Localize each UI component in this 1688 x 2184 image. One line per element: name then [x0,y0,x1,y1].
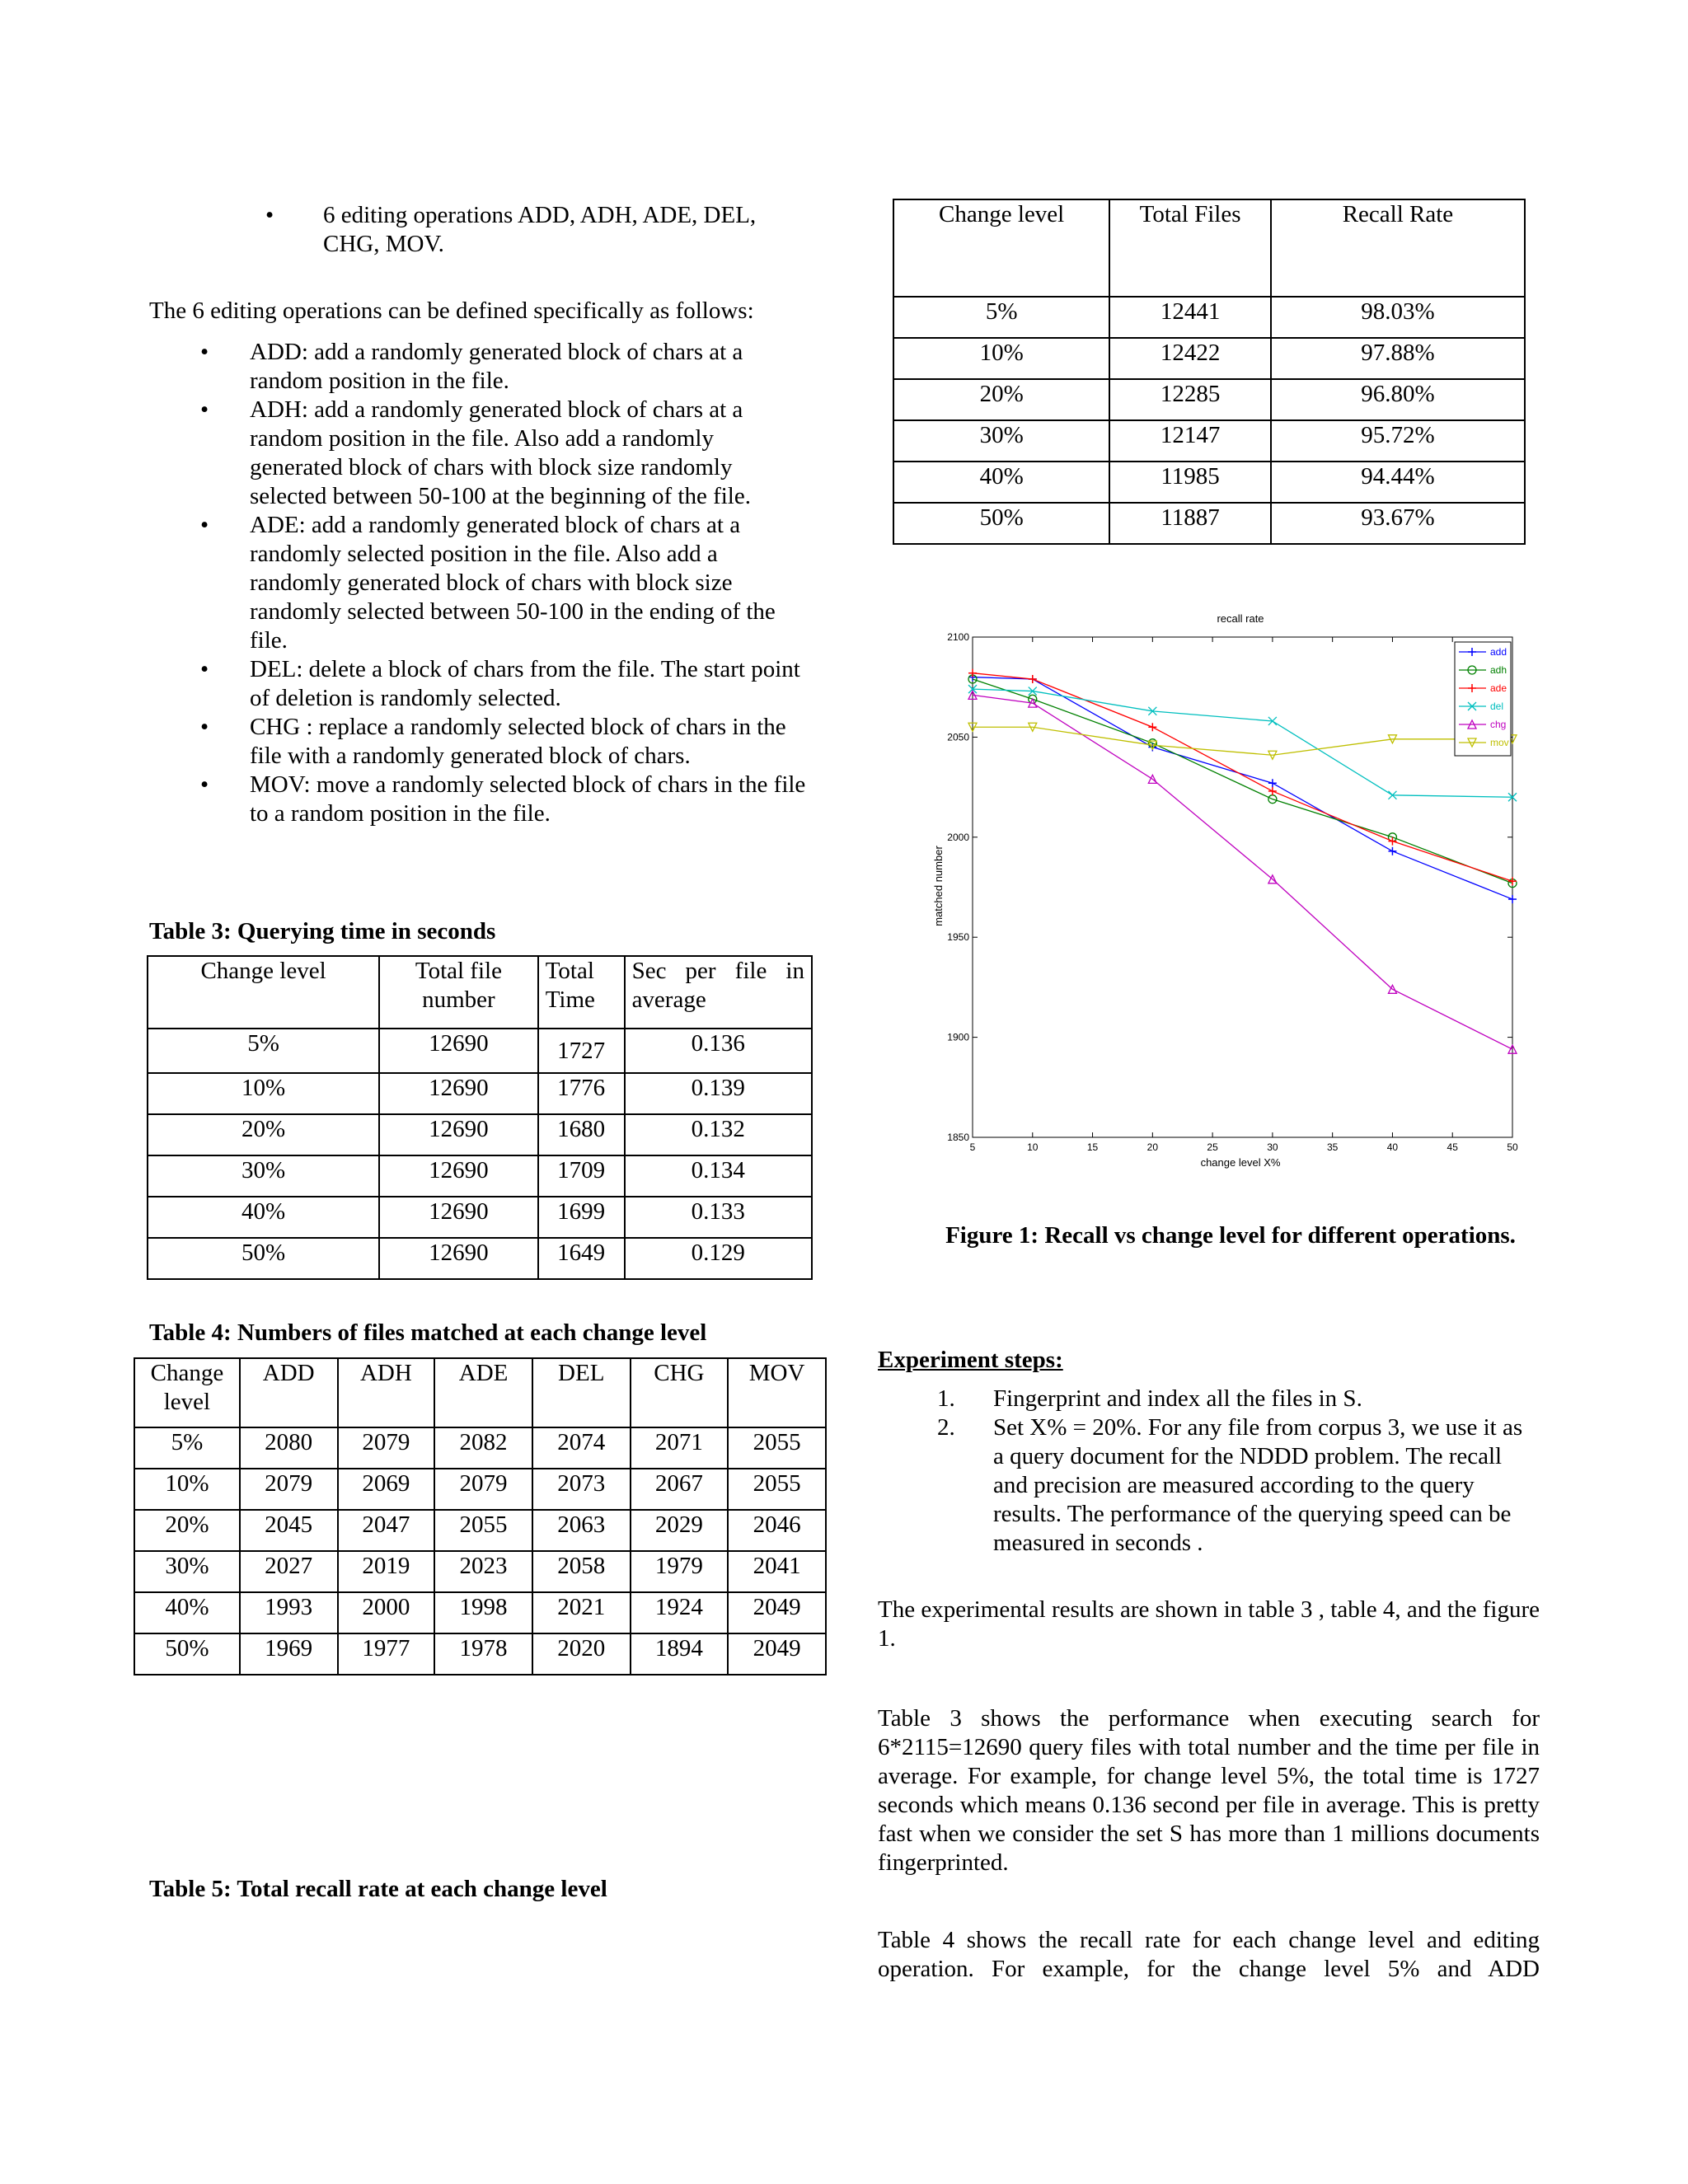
step-number: 1. [937,1385,955,1412]
table-cell: 2055 [728,1427,826,1469]
table-cell: 12441 [1109,297,1271,338]
table-cell: 93.67% [1271,503,1525,544]
table-cell: 0.136 [625,1029,812,1073]
op-ade: • ADE: add a randomly generated block of chars at a randomly selected position in the file. Also add a randomly generated block of chars with block size randomly selected between 50-100 in the ending of the file. [200,511,808,655]
table-row [148,1073,812,1114]
table-cell: 40% [893,462,1109,503]
table4-header-cell: ADE [434,1358,532,1427]
table-row [134,1633,826,1675]
table-row [134,1551,826,1592]
table-cell: 2082 [434,1427,532,1469]
para-results: The experimental results are shown in table 3 , table 4, and the figure 1. [878,1596,1540,1652]
legend-label: adh [1490,664,1507,676]
table-cell: 10% [148,1073,379,1114]
table-cell: 1894 [631,1633,729,1675]
table-cell: 2055 [434,1510,532,1551]
table-cell: 94.44% [1271,462,1525,503]
table-cell: 2041 [728,1551,826,1592]
table-cell: 0.139 [625,1073,812,1114]
step-text: Set X% = 20%. For any file from corpus 3, we use it as a query document for the NDDD problem. The recall and precision are measured according to the query results. The performance of the querying speed can be measured in seconds . [993,1414,1523,1556]
top-bullet-text: 6 editing operations ADD, ADH, ADE, DEL, CHG, MOV. [323,202,757,257]
table-row [893,379,1525,420]
table-cell: 11887 [1109,503,1271,544]
x-tick-label: 50 [1507,1141,1518,1153]
table4-header-cell: CHG [631,1358,729,1427]
top-bullet-item [262,201,790,259]
x-tick-label: 30 [1267,1141,1278,1153]
table3-header-cell: Total Time [538,956,625,1029]
para-table4 [878,1926,1540,1984]
table-cell: 2049 [728,1633,826,1675]
figure-caption: Figure 1: Recall vs change level for different operations. [945,1222,1516,1249]
table-row [893,338,1525,379]
table-cell: 2079 [338,1427,435,1469]
recall-chart [927,606,1537,1174]
table-row [893,462,1525,503]
table-row [148,1029,812,1073]
table-cell: 2079 [240,1469,338,1510]
step-text: Fingerprint and index all the files in S. [993,1385,1362,1412]
table-cell: 5% [148,1029,379,1073]
table-cell: 30% [134,1551,240,1592]
table-cell: 11985 [1109,462,1271,503]
op-adh: • ADH: add a randomly generated block of chars at a random position in the file. Also add a randomly generated block of chars with block size randomly selected between 50-100 at the beginning of the file. [200,396,808,511]
op-mov: • MOV: move a randomly selected block of chars in the file to a random position in the file. [200,771,808,828]
table-cell: 2055 [728,1469,826,1510]
x-tick-label: 35 [1326,1141,1339,1153]
table-cell: 12285 [1109,379,1271,420]
table-cell: 1924 [631,1592,729,1633]
table-cell: 30% [893,420,1109,462]
table-cell: 2069 [338,1469,435,1510]
recall-header-cell: Recall Rate [1271,199,1525,297]
para-table4-line: Table 4 shows the recall rate for each change level and editing [878,1927,1540,1953]
table-cell: 1727 [538,1029,625,1073]
legend-label: add [1490,646,1507,658]
table4-header-cell: Change level [134,1358,240,1427]
legend-label: ade [1490,682,1507,694]
table-cell: 12690 [379,1114,538,1155]
table-cell: 2027 [240,1551,338,1592]
y-tick-label: 1850 [947,1132,969,1143]
table4-header-cell: MOV [728,1358,826,1427]
y-tick-label: 1950 [947,931,969,944]
table4-header-cell: ADD [240,1358,338,1427]
table-cell: 0.132 [625,1114,812,1155]
table3 [147,955,813,1280]
table-cell: 1998 [434,1592,532,1633]
steps-list [878,1385,1537,1558]
table-cell: 2073 [532,1469,631,1510]
x-tick-label: 45 [1447,1141,1458,1153]
table-row [148,1238,812,1279]
ops-list [200,338,808,828]
x-tick-label: 15 [1086,1141,1099,1153]
table-cell: 20% [893,379,1109,420]
para-table3: Table 3 shows the performance when executing search for 6*2115=12690 query files with total number and the time per file in average. For example, for change level 5%, the total time is 1727 seconds which means 0.136 second per file in average. This is pretty fast when we consider the set S has more than 1 millions documents fingerprinted. [878,1705,1540,1876]
table-cell: 0.134 [625,1155,812,1197]
table-cell: 12690 [379,1029,538,1073]
chart-xlabel: change level X% [1200,1156,1281,1169]
table-cell: 1699 [538,1197,625,1238]
table-cell: 0.133 [625,1197,812,1238]
table-cell: 2020 [532,1633,631,1675]
table4 [134,1357,827,1675]
table-cell: 2079 [434,1469,532,1510]
table-cell: 12690 [379,1238,538,1279]
table-row [134,1592,826,1633]
table3-header-row [148,956,812,1029]
table-cell: 30% [148,1155,379,1197]
table-cell: 2058 [532,1551,631,1592]
table-cell: 2029 [631,1510,729,1551]
table-cell: 1776 [538,1073,625,1114]
table-row [893,503,1525,544]
table4-header-cell: ADH [338,1358,435,1427]
y-tick-label: 1900 [947,1031,969,1043]
table-cell: 97.88% [1271,338,1525,379]
table-cell: 2019 [338,1551,435,1592]
y-tick-label: 2050 [947,731,969,743]
table-row [134,1469,826,1510]
table-cell: 12690 [379,1197,538,1238]
table-cell: 5% [134,1427,240,1469]
table-cell: 2000 [338,1592,435,1633]
table-cell: 0.129 [625,1238,812,1279]
table-cell: 1709 [538,1155,625,1197]
table-cell: 1993 [240,1592,338,1633]
table-cell: 2047 [338,1510,435,1551]
x-tick-label: 40 [1386,1141,1399,1153]
table3-header-cell: Sec per file in average [625,956,812,1029]
y-tick-label: 2000 [947,831,969,843]
x-tick-label: 10 [1027,1141,1039,1153]
recall-header-cell: Change level [893,199,1109,297]
table-row [148,1114,812,1155]
table-cell: 1979 [631,1551,729,1592]
table-row [148,1155,812,1197]
table-cell: 12422 [1109,338,1271,379]
table-cell: 1649 [538,1238,625,1279]
table-cell: 40% [134,1592,240,1633]
table-cell: 10% [893,338,1109,379]
table-cell: 98.03% [1271,297,1525,338]
table3-caption: Table 3: Querying time in seconds [149,918,496,944]
table3-header-cell: Change level [148,956,379,1029]
table-cell: 50% [134,1633,240,1675]
table-cell: 10% [134,1469,240,1510]
legend-label: mov [1490,737,1509,748]
table-cell: 2067 [631,1469,729,1510]
chart-ylabel: matched number [932,846,945,926]
table-cell: 20% [148,1114,379,1155]
table-cell: 50% [148,1238,379,1279]
table-cell: 5% [893,297,1109,338]
table-cell: 2023 [434,1551,532,1592]
table-cell: 2045 [240,1510,338,1551]
table-row [148,1197,812,1238]
op-add: • ADD: add a randomly generated block of chars at a random position in the file. [200,338,808,396]
op-chg: • CHG : replace a randomly selected block of chars in the file with a randomly generated block of chars. [200,713,808,771]
table-row [134,1427,826,1469]
table-cell: 12147 [1109,420,1271,462]
table-cell: 1978 [434,1633,532,1675]
table-cell: 96.80% [1271,379,1525,420]
step-item [878,1413,1537,1558]
table-cell: 2046 [728,1510,826,1551]
table4-header-cell: DEL [532,1358,631,1427]
table-cell: 2063 [532,1510,631,1551]
chart-title: recall rate [1217,612,1264,625]
x-tick-label: 20 [1146,1141,1159,1153]
recall-header-row [893,199,1525,297]
table-row [134,1510,826,1551]
table-cell: 2080 [240,1427,338,1469]
table-cell: 40% [148,1197,379,1238]
legend-label: del [1490,701,1504,712]
table-cell: 1969 [240,1633,338,1675]
step-number: 2. [937,1414,955,1441]
table-cell: 2049 [728,1592,826,1633]
table5-caption: Table 5: Total recall rate at each change level [149,1876,607,1902]
bullet-icon: • [265,202,274,228]
table-cell: 2021 [532,1592,631,1633]
table-cell: 2071 [631,1427,729,1469]
table4-header-row [134,1358,826,1427]
step-item [878,1385,1537,1413]
table3-header-cell: Total file number [379,956,538,1029]
x-tick-label: 5 [969,1141,976,1153]
table-row [893,420,1525,462]
table-cell: 95.72% [1271,420,1525,462]
steps-heading: Experiment steps: [878,1347,1063,1373]
para-table4-line: operation. For example, for the change level 5% and ADD [878,1956,1540,1982]
table-cell: 50% [893,503,1109,544]
recall-table [893,199,1526,545]
table-cell: 2074 [532,1427,631,1469]
table-cell: 20% [134,1510,240,1551]
x-tick-label: 25 [1207,1141,1218,1153]
recall-header-cell: Total Files [1109,199,1271,297]
op-del: • DEL: delete a block of chars from the file. The start point of deletion is randomly selected. [200,655,808,713]
y-tick-label: 2100 [947,631,969,643]
table-cell: 1977 [338,1633,435,1675]
legend-label: chg [1490,719,1507,730]
table4-caption: Table 4: Numbers of files matched at each change level [149,1319,707,1346]
table-cell: 12690 [379,1155,538,1197]
table-cell: 1680 [538,1114,625,1155]
table-row [893,297,1525,338]
ops-intro: The 6 editing operations can be defined specifically as follows: [149,298,754,324]
table-cell: 12690 [379,1073,538,1114]
chart-legend [1455,642,1511,756]
